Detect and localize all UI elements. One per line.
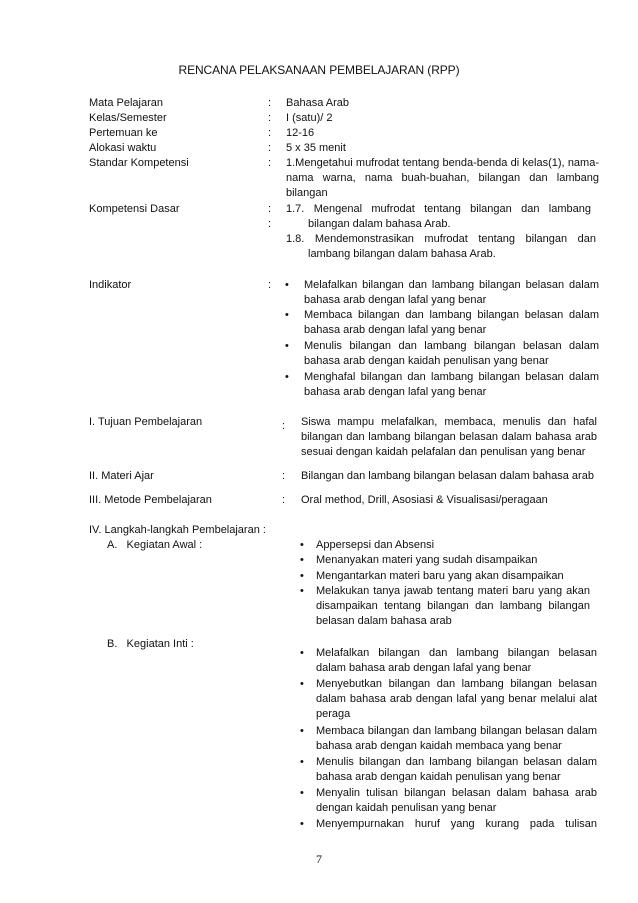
label-standar-kompetensi: Standar Kompetensi [89, 157, 189, 169]
label-metode: III. Metode Pembelajaran [89, 494, 212, 506]
colon: : [268, 279, 272, 291]
label-tujuan: I. Tujuan Pembelajaran [89, 416, 203, 428]
metode-text: Oral method, Drill, Asosiasi & Visualisasi/peragaan [301, 494, 548, 506]
page-number: 7 [316, 852, 322, 866]
bullet-icon: • [300, 539, 304, 551]
colon: : [268, 127, 272, 139]
bullet-icon: • [285, 279, 289, 291]
tujuan-text: Siswa mampu melafalkan, membaca, menulis dan hafal bilangan dan lambang bilangan belasan dalam bahasa arab sesuai dengan kaidah pelafalan dan penulisan yang benar [301, 416, 597, 458]
colon: : [268, 97, 272, 109]
value-alokasi-waktu: 5 x 35 menit [286, 142, 346, 154]
colon: : [268, 218, 272, 230]
bullet-icon: • [300, 647, 304, 659]
indikator-item: • Melafalkan bilangan dan lambang bilangan belasan dalam bahasa arab dengan lafal yang benar [285, 279, 599, 306]
kegiatan-inti-item: • Melafalkan bilangan dan lambang bilangan belasan dalam bahasa arab dengan lafal yang benar [300, 647, 597, 674]
value-mata-pelajaran: Bahasa Arab [286, 97, 349, 109]
kegiatan-inti-item: • Menyalin tulisan bilangan belasan dalam bahasa arab dengan kaidah penulisan yang benar [300, 787, 597, 814]
label-kegiatan-awal: A. Kegiatan Awal : [107, 539, 203, 551]
colon: : [268, 112, 272, 124]
value-pertemuan: 12-16 [286, 127, 315, 139]
kegiatan-awal-item: • Appersepsi dan Absensi [300, 539, 435, 551]
kegiatan-inti-item: • Membaca bilangan dan lambang bilangan belasan dalam bahasa arab dengan kaidah membaca yang benar [300, 725, 597, 752]
kegiatan-inti-item: • Menulis bilangan dan lambang bilangan belasan dalam bahasa arab dengan kaidah penulisan yang benar [300, 756, 597, 783]
colon: : [268, 203, 272, 215]
bullet-icon: • [285, 371, 289, 383]
indikator-item: • Menulis bilangan dan lambang bilangan belasan dalam bahasa arab dengan kaidah penulisan yang benar [285, 340, 599, 367]
colon: : [282, 470, 286, 482]
kegiatan-inti-item: • Menyebutkan bilangan dan lambang bilangan belasan dalam bahasa arab dengan lafal yang benar melalui alat peraga [300, 678, 597, 720]
label-mata-pelajaran: Mata Pelajaran [89, 97, 163, 109]
label-indikator: Indikator [89, 279, 132, 291]
bullet-icon: • [300, 787, 304, 799]
label-kelas-semester: Kelas/Semester [89, 112, 167, 124]
label-alokasi-waktu: Alokasi waktu [89, 142, 157, 154]
label-materi: II. Materi Ajar [89, 470, 154, 482]
materi-text: Bilangan dan lambang bilangan belasan dalam bahasa arab [301, 470, 594, 482]
kegiatan-awal-item: • Mengantarkan materi baru yang akan disampaikan [300, 570, 564, 582]
kegiatan-inti-item: • Menyempurnakan huruf yang kurang pada tulisan [300, 818, 597, 830]
bullet-icon: • [300, 585, 304, 597]
label-kegiatan-inti: B. Kegiatan Inti : [107, 638, 194, 650]
colon: : [282, 420, 286, 432]
indikator-item: • Menghafal bilangan dan lambang bilangan belasan dalam bahasa arab dengan lafal yang benar [285, 371, 599, 398]
kegiatan-awal-item: • Melakukan tanya jawab tentang materi baru yang akan disampaikan tentang bilangan dan lambang bilangan belasan dalam bahasa arab [300, 585, 590, 627]
label-kompetensi-dasar: Kompetensi Dasar [89, 203, 180, 215]
kompetensi-dasar-item: 1.8. Mendemonstrasikan mufrodat tentang bilangan dan lambang bilangan dalam bahasa Arab. [286, 233, 596, 260]
value-standar-kompetensi: 1.Mengetahui mufrodat tentang benda-benda di kelas(1), nama-nama warna, nama buah-buahan, bilangan dan lambang bilangan [286, 157, 599, 199]
kegiatan-awal-item: • Menanyakan materi yang sudah disampaikan [300, 554, 538, 566]
kompetensi-dasar-item: 1.7. Mengenal mufrodat tentang bilangan dan lambang bilangan dalam bahasa Arab. [286, 203, 591, 230]
bullet-icon: • [300, 756, 304, 768]
bullet-icon: • [300, 678, 304, 690]
label-langkah: IV. Langkah-langkah Pembelajaran : [89, 524, 266, 536]
label-pertemuan: Pertemuan ke [89, 127, 158, 139]
bullet-icon: • [300, 818, 304, 830]
value-kelas-semester: I (satu)/ 2 [286, 112, 333, 124]
bullet-icon: • [300, 725, 304, 737]
bullet-icon: • [285, 340, 289, 352]
indikator-item: • Membaca bilangan dan lambang bilangan belasan dalam bahasa arab dengan lafal yang benar [285, 309, 599, 336]
colon: : [282, 494, 286, 506]
colon: : [268, 157, 272, 169]
bullet-icon: • [300, 570, 304, 582]
bullet-icon: • [285, 309, 289, 321]
bullet-icon: • [300, 554, 304, 566]
page-title: RENCANA PELAKSANAAN PEMBELAJARAN (RPP) [178, 63, 460, 77]
colon: : [268, 142, 272, 154]
